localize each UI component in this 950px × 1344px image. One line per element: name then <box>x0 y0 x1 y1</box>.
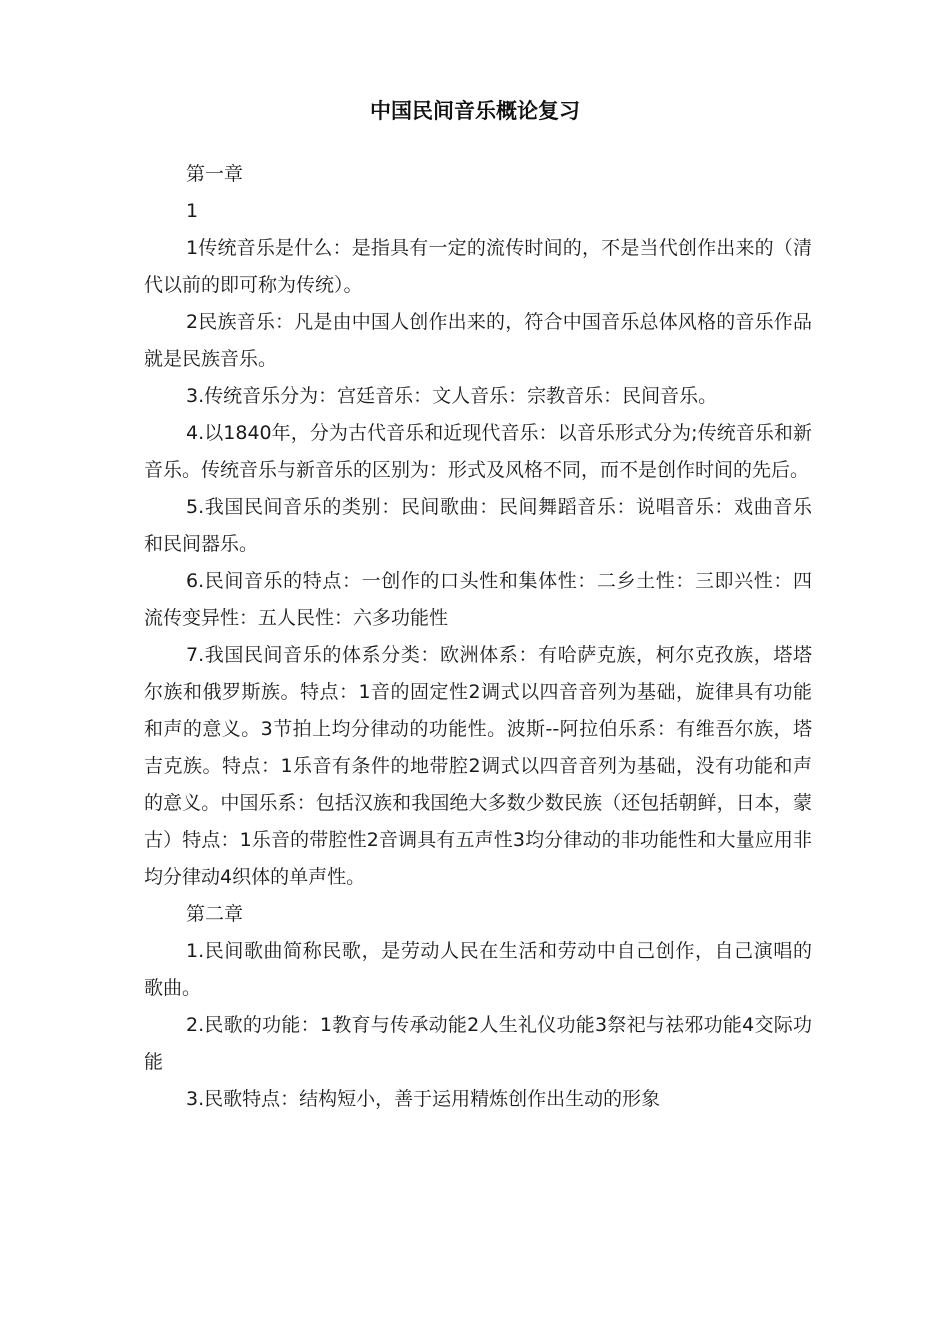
chapter-heading: 第一章 <box>186 163 244 185</box>
document-body <box>144 156 812 1118</box>
paragraph: 3.传统音乐分为：宫廷音乐：文人音乐：宗教音乐：民间音乐。 <box>186 385 718 407</box>
paragraph: 1.民间歌曲简称民歌，是劳动人民在生活和劳动中自己创作，自己演唱的歌曲。 <box>144 940 812 999</box>
paragraph: 2民族音乐：凡是由中国人创作出来的，符合中国音乐总体风格的音乐作品就是民族音乐。 <box>144 311 812 370</box>
chapter-heading: 第二章 <box>186 903 244 925</box>
paragraph: 2.民歌的功能：1教育与传承动能2人生礼仪功能3祭祀与祛邪功能4交际功能 <box>144 1014 812 1073</box>
paragraph: 4.以1840年，分为古代音乐和近现代音乐：以音乐形式分为;传统音乐和新音乐。传统音乐与新音乐的区别为：形式及风格不同，而不是创作时间的先后。 <box>144 422 812 481</box>
section-number: 1 <box>186 200 199 222</box>
paragraph: 3.民歌特点：结构短小，善于运用精炼创作出生动的形象 <box>186 1088 661 1110</box>
paragraph: 6.民间音乐的特点：一创作的口头性和集体性：二乡土性：三即兴性：四流传变异性：五人民性：六多功能性 <box>144 570 812 629</box>
paragraph: 5.我国民间音乐的类别：民间歌曲：民间舞蹈音乐：说唱音乐：戏曲音乐和民间器乐。 <box>144 496 812 555</box>
paragraph: 1传统音乐是什么：是指具有一定的流传时间的，不是当代创作出来的（清代以前的即可称为传统）。 <box>144 237 812 296</box>
paragraph: 7.我国民间音乐的体系分类：欧洲体系：有哈萨克族，柯尔克孜族，塔塔尔族和俄罗斯族。特点：1音的固定性2调式以四音音列为基础，旋律具有功能和声的意义。3节拍上均分律动的功能性。波斯--阿拉伯乐系：有维吾尔族，塔吉克族。特点：1乐音有条件的地带腔2调式以四音音列为基础，没有功能和声的意义。中国乐系：包括汉族和我国绝大多数少数民族（还包括朝鲜，日本，蒙古）特点：1乐音的带腔性2音调具有五声性3均分律动的非功能性和大量应用非均分律动4织体的单声性。 <box>144 644 812 888</box>
document-title: 中国民间音乐概论复习 <box>370 99 580 123</box>
